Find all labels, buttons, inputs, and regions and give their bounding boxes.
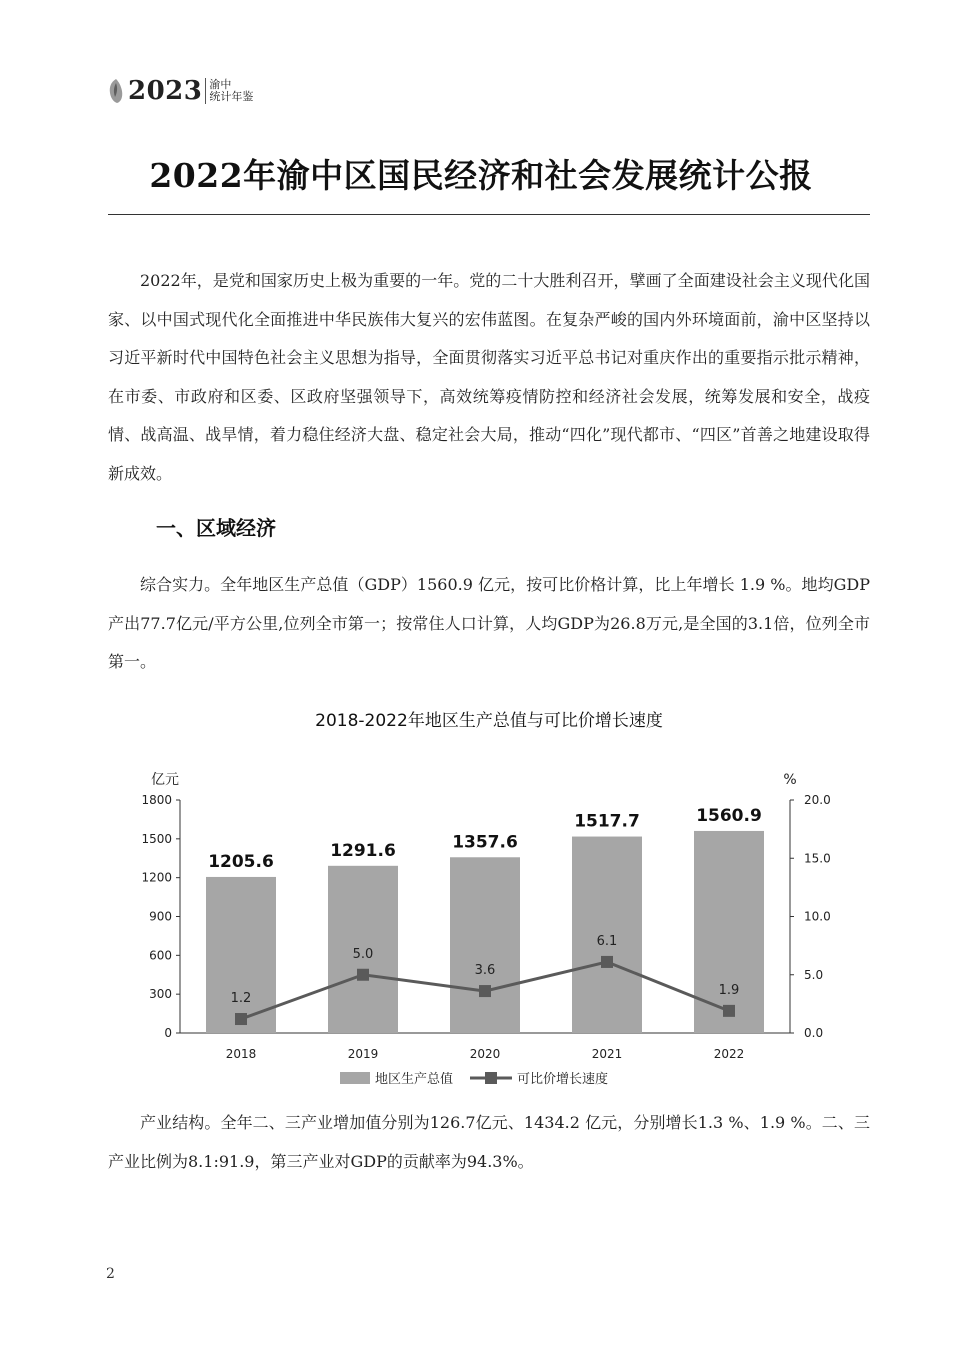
growth-point-marker [479,985,491,997]
left-tick-label: 0 [164,1026,172,1040]
growth-point-marker [235,1013,247,1025]
right-tick-label: 0.0 [804,1026,824,1040]
industry-paragraph: 产业结构。全年二、三产业增加值分别为126.7亿元、1434.2 亿元，分别增长1.3 %、1.9 %。二、三产业比例为8.1:91.9，第三产业对GDP的贡献率为94.3%。 [108,1113,870,1171]
left-axis-unit: 亿元 [151,772,179,788]
intro-paragraph: 2022年，是党和国家历史上极为重要的一年。党的二十大胜利召开，擘画了全面建设社会主义现代化国家、以中国式现代化全面推进中华民族伟大复兴的宏伟蓝图。在复杂严峻的国内外环境面前，渝中区坚持以习近平新时代中国特色社会主义思想为指导，全面贯彻落实习近平总书记对重庆作出的重要指示批示精神，在市委、市政府和区委、区政府坚强领导下，高效统筹疫情防控和经济社会发展，统筹发展和安全，战疫情、战高温、战旱情，着力稳住经济大盘、稳定社会大局，推动“四化”现代都市、“四区”首善之地建设取得新成效。 [108,271,870,483]
gdp-bar [450,857,520,1033]
gdp-bar-label: 1205.6 [208,851,274,872]
growth-point-marker [357,969,369,981]
gdp-bar-label: 1560.9 [696,805,762,826]
gdp-bar-label: 1357.6 [452,832,518,853]
right-tick-label: 5.0 [804,967,824,982]
left-tick-label: 1200 [141,870,172,885]
header-subtitle [209,79,253,103]
x-tick-label: 2019 [347,1047,379,1061]
growth-point-marker [723,1005,735,1017]
left-tick-label: 300 [149,987,172,1002]
x-tick-label: 2021 [591,1047,623,1061]
x-tick-label: 2022 [713,1047,745,1061]
right-axis-unit: % [783,772,797,788]
section-heading-regional-economy: 一、区域经济 [156,516,276,540]
mountain-logo-icon [108,78,124,104]
gdp-chart [108,740,870,1100]
chart-title: 2018-2022年地区生产总值与可比价增长速度 [315,711,663,731]
x-tick-label: 2018 [225,1047,257,1061]
left-tick-label: 600 [149,948,172,963]
gdp-bar-label: 1291.6 [330,840,396,861]
legend-bar-swatch [340,1072,370,1084]
legend-line-label: 可比价增长速度 [517,1072,609,1087]
growth-point-label: 3.6 [474,963,496,979]
right-tick-label: 20.0 [804,793,831,807]
legend-bar-label: 地区生产总值 [375,1072,454,1087]
header-line-2: 统计年鉴 [209,90,254,103]
page-title: 2022年渝中区国民经济和社会发展统计公报 [149,156,813,195]
legend-line-marker [485,1072,497,1084]
right-tick-label: 15.0 [804,851,831,866]
economy-paragraph: 综合实力。全年地区生产总值（GDP）1560.9 亿元，按可比价格计算，比上年增长 1.9 %。地均GDP产出77.7亿元/平方公里,位列全市第一；按常住人口计算，人均GDP为26.8万元,是全国的3.1倍，位列全市第一。 [108,575,870,671]
x-tick-label: 2020 [469,1047,501,1061]
growth-point-label: 1.2 [230,991,252,1007]
left-tick-label: 1800 [141,793,172,807]
gdp-bar-label: 1517.7 [574,811,640,832]
left-tick-label: 1500 [141,831,172,846]
header-divider [205,78,206,104]
growth-point-label: 5.0 [352,946,374,962]
left-tick-label: 900 [149,909,172,924]
gdp-chart-svg [108,740,870,1100]
page-number: 2 [106,1266,115,1282]
header-year: 2023 [128,76,203,106]
right-tick-label: 10.0 [804,909,831,924]
growth-point-marker [601,956,613,968]
growth-point-label: 6.1 [596,933,618,949]
title-rule [108,214,870,215]
yearbook-header [108,74,253,108]
growth-point-label: 1.9 [718,982,740,998]
gdp-bar [694,831,764,1033]
header-line-1: 渝中 [209,78,232,91]
